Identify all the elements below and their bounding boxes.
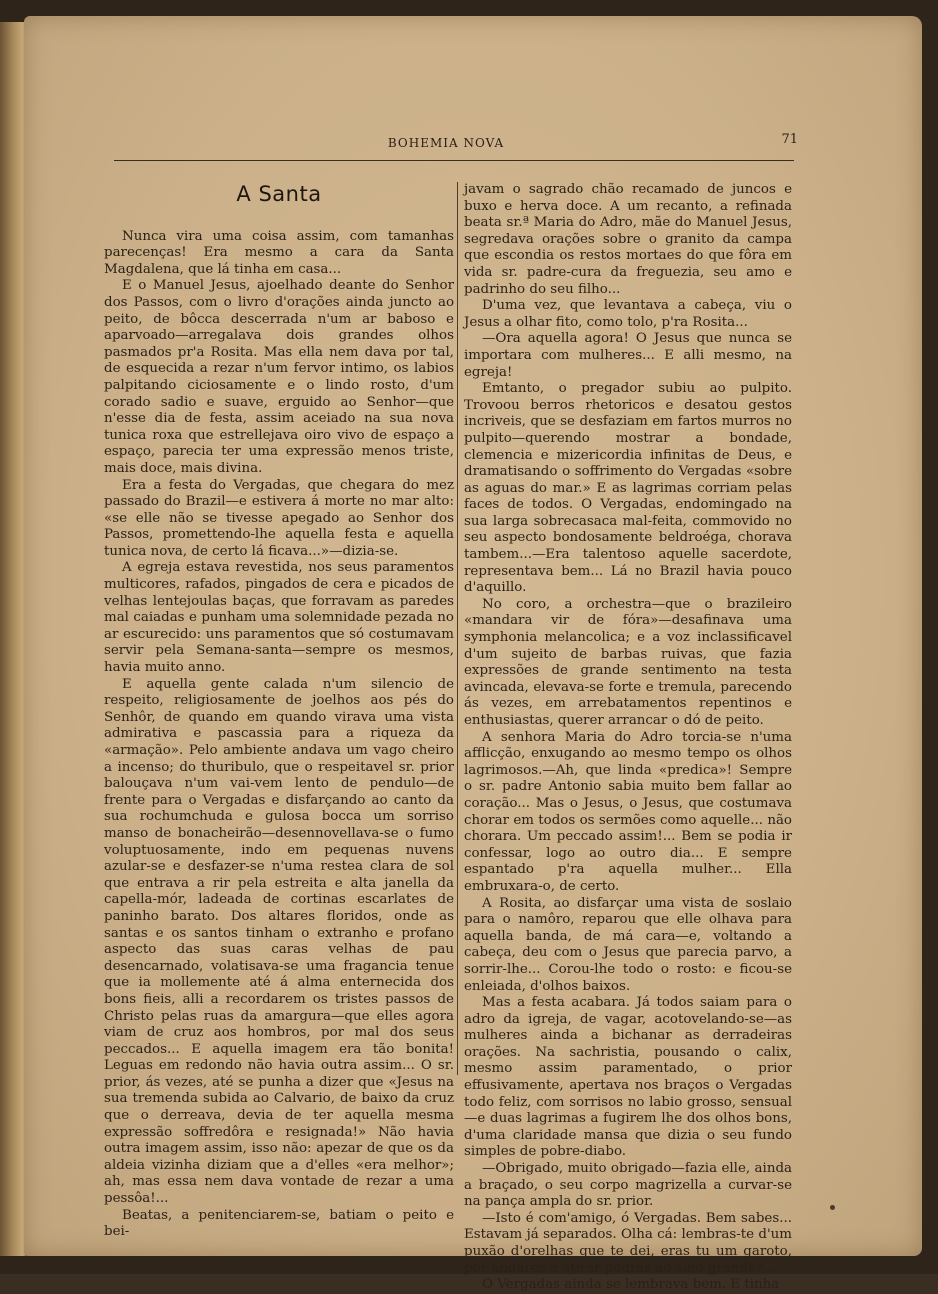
paragraph: A egreja estava revestida, nos seus paramentos multicores, rafados, pingados de cera e picados de velhas lentejoulas baças, que forravam as paredes mal caiadas e punham uma solemnidade pezada no ar escurecido: uns paramentos que só costumavam servir pela Semana-santa—sempre os mesmos, havia muito anno. — [104, 560, 454, 676]
paper-blemish — [830, 1205, 835, 1210]
right-column — [464, 182, 792, 1294]
paragraph: —Ora aquella agora! O Jesus que nunca se importara com mulheres... E alli mesmo, na egreja! — [464, 331, 792, 380]
column-divider — [457, 182, 458, 1075]
paragraph-continued: javam o sagrado chão recamado de juncos e buxo e herva doce. A um recanto, a refinada beata sr.ª Maria do Adro, mãe do Manuel Jesus, segredava orações sobre o granito da campa que escondia os restos mortaes do que fôra em vida sr. padre-cura da freguezia, seu amo e padrinho do seu filho... — [464, 182, 792, 297]
paragraph: Mas a festa acabara. Já todos saiam para o adro da igreja, de vagar, acotovelando-se—as mulheres ainda a bichanar as derradeiras orações. Na sachristia, pousando o calix, mesmo assim paramentado, o prior effusivamente, apertava nos braços o Vergadas todo feliz, com sorrisos no labio grosso, sensual—e duas lagrimas a fugirem lhe dos olhos bons, d'uma claridade mansa que dizia o seu fundo simples de pobre-diabo. — [464, 995, 792, 1160]
paragraph: Emtanto, o pregador subiu ao pulpito. Trovoou berros rhetoricos e desatou gestos incriveis, que se desfaziam em fartos murros no pulpito—querendo mostrar a bondade, clemencia e mizericordia infinitas de Deus, e dramatisando o soffrimento do Vergadas «sobre as aguas do mar.» E as lagrimas corriam pelas faces de todos. O Vergadas, endomingado na sua larga sobrecasaca mal-feita, commovido no seu aspecto bondosamente beldroéga, chorava tambem...—Era talentoso aquelle sacerdote, representava bem... Lá no Brazil havia pouco d'aquillo. — [464, 381, 792, 596]
article-title: A Santa — [236, 182, 322, 206]
paragraph: Beatas, a penitenciarem-se, batiam o peito e bei- — [104, 1207, 454, 1240]
paragraph: Nunca vira uma coisa assim, com tamanhas parecenças! Era mesmo a cara da Santa Magdalena, que lá tinha em casa... — [104, 228, 454, 277]
paragraph: A senhora Maria do Adro torcia-se n'uma afflicção, enxugando ao mesmo tempo os olhos lagrimosos.—Ah, que linda «predica»! Sempre o sr. padre Antonio sabia muito bem fallar ao coração... Mas o Jesus, o Jesus, que costumava chorar em todos os sermões como aquelle... não chorara. Um peccado assim!... Bem se podia ir confessar, logo ao outro dia... E sempre espantado p'ra aquella mulher... Ella embruxara-o, de certo. — [464, 729, 792, 894]
header-rule — [114, 160, 794, 161]
paragraph: E o Manuel Jesus, ajoelhado deante do Senhor dos Passos, com o livro d'orações ainda juncto ao peito, de bôcca descerrada n'um ar baboso e aparvoado—arregalava dois grandes olhos pasmados pr'a Rosita. Mas ella nem dava por tal, de esquecida a rezar n'um fervor intimo, os labios palpitando ciciosamente e o lindo rosto, d'um corado sadio e suave, erguido ao Senhor—que n'esse dia de festa, assim aceiado na sua nova tunica roxa que estrellejava oiro vivo de espaço a espaço, parecia ter uma expressão menos triste, mais doce, mais divina. — [104, 278, 454, 476]
paragraph: —Isto é com'amigo, ó Vergadas. Bem sabes... Estavam já separados. Olha cá: lembras-te d'um puxão d'orelhas que te dei, eras tu um garoto, por andares a atirar pedras ao sino grande?... — [464, 1210, 792, 1276]
paragraph: A Rosita, ao disfarçar uma vista de soslaio para o namôro, reparou que elle olhava para aquella banda, de má cara—e, voltando a cabeça, deu com o Jesus que parecia parvo, a sorrir-lhe... Corou-lhe todo o rosto: e ficou-se enleiada, d'olhos baixos. — [464, 895, 792, 994]
paragraph: —Obrigado, muito obrigado—fazia elle, ainda a braçado, o seu corpo magrizella a curvar-se na pança ampla do sr. prior. — [464, 1161, 792, 1210]
page-number: 71 — [781, 132, 798, 147]
journal-title: BOHEMIA NOVA — [387, 136, 505, 150]
left-column — [104, 182, 454, 1241]
paragraph: No coro, a orchestra—que o brazileiro «mandara vir de fóra»—desafinava uma symphonia melancolica; e a voz inclassificavel d'um sujeito de barbas ruivas, que fazia expressões de grande sentimento na testa avincada, elevava-se forte e tremula, parecendo ás vezes, em arrebatamentos repentinos e enthusiastas, querer arrancar o dó de peito. — [464, 596, 792, 728]
paragraph: O Vergadas ainda se lembrava bem. E tinha — [482, 1277, 780, 1293]
paragraph: Era a festa do Vergadas, que chegara do mez passado do Brazil—e estivera á morte no mar alto: «se elle não se tivesse apegado ao Senhor dos Passos, promettendo-lhe aquella festa e aquella tunica nova, de certo lá ficava...»—dizia-se. — [104, 477, 454, 559]
paragraph: D'uma vez, que levantava a cabeça, viu o Jesus a olhar fito, como tolo, p'ra Rosita... — [464, 298, 792, 330]
paragraph: E aquella gente calada n'um silencio de respeito, religiosamente de joelhos aos pés do Senhôr, de quando em quando virava uma vista admirativa e pascassia para a riqueza da «armação». Pelo ambiente andava um vago cheiro a incenso; do thuribulo, que o respeitavel sr. prior balouçava n'um vai-vem lento de pendulo—de frente para o Vergadas e disfarçando ao canto da sua rochumchuda e gulosa bocca um sorriso manso de bonacheirão—desennovellava-se o fumo voluptuosamente, indo em pequenas nuvens azular-se e desfazer-se n'uma resteа clara de sol que entrava a rir pela estreita e alta janella da capella-mór, ladeada de cortinas escarlates de paninho barato. Dos altares floridos, onde as santas e os santos tinham o extranho e profano aspecto das suas caras velhas de pau desencarnado, volatisava-se uma fragancia tenue que ia mollemente até á alma enternecida dos bons fieis, alli a recordarem os tristes passos de Christo pelas ruas da amargura—que elles agora viam de cruz aos hombros, por mal dos seus peccados... E aquella imagem era tão bonita! Leguas em redondo não havia outra assim... O sr. prior, ás vezes, até se punha a dizer que «Jesus na sua tremenda subida ao Calvario, de baixo da cruz que o derreava, devia de ter aquella mesma expressão soffredôra e resignada!» Não havia outra imagem assim, isso não: apezar de que os da aldeia vizinha diziam que a d'elles «era melhor»; ah, mas essa nem dava vontade de rezar a uma pessôa!... — [104, 676, 454, 1207]
running-header — [96, 132, 796, 152]
